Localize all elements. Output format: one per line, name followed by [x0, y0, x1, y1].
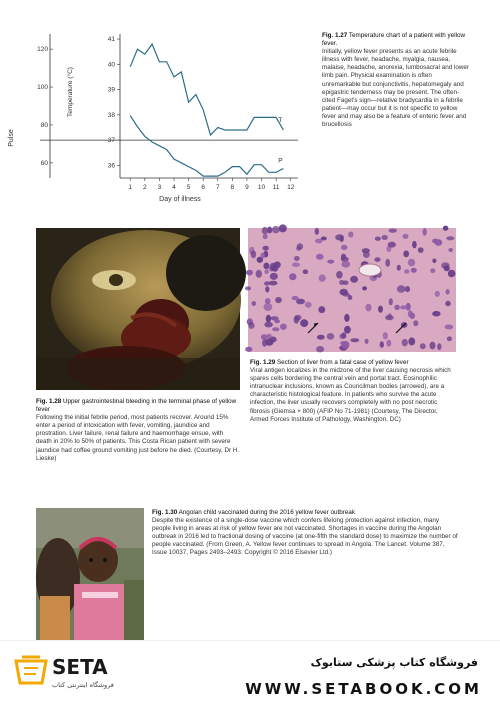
cell-nucleus — [294, 256, 300, 261]
store-footer-banner — [0, 640, 500, 701]
cell-nucleus — [412, 241, 417, 248]
cell-nucleus — [362, 286, 367, 290]
cell-nucleus — [292, 262, 300, 267]
series-line-p — [130, 116, 283, 177]
temperature-chart — [8, 30, 310, 210]
cell-nucleus — [408, 337, 415, 345]
pulse-tick-label: 120 — [37, 46, 48, 54]
x-tick-label: 1 — [128, 184, 133, 191]
cell-nucleus — [365, 304, 371, 312]
x-tick-label: 10 — [257, 184, 266, 191]
x-tick-label: 2 — [142, 184, 147, 191]
cell-nucleus — [265, 286, 269, 292]
figure-130-title: Angolan child vaccinated during the 2016 yellow fever outbreak — [178, 509, 356, 516]
store-name: فروشگاه کتاب پزشکی ستابوک — [310, 656, 478, 669]
cell-nucleus — [403, 251, 409, 258]
cell-nucleus — [445, 301, 451, 306]
cell-nucleus — [318, 306, 325, 313]
cell-nucleus — [316, 346, 324, 352]
x-tick-label: 9 — [245, 184, 249, 191]
figure-127-body: Initially, yellow fever presents as an acute febrile illness with fever, headache, myalgia, nausea, malaise, headache, anorexia, lumbosacral and lower limb pain. Physical examination is often unremarkable but conjunctivitis, hepatomegaly and epigastric tenderness may be present. The often-cited Faget's sign—relative bradycardia in a febrile patient—may occur but it is not specific to yellow fever and may also be a feature of enteric fever and brucellosis — [322, 48, 470, 129]
cell-nucleus — [389, 298, 393, 305]
figure-129-caption — [250, 359, 456, 424]
cell-nucleus — [341, 245, 347, 250]
cell-nucleus — [388, 242, 396, 248]
cell-nucleus — [267, 227, 272, 234]
cell-nucleus — [246, 270, 253, 276]
cell-nucleus — [269, 281, 278, 286]
cell-nucleus — [397, 285, 406, 293]
seta-logo-icon — [12, 653, 50, 689]
cell-nucleus — [300, 319, 308, 327]
cell-nucleus — [432, 311, 440, 317]
temperature-tick-label: 36 — [107, 162, 115, 170]
series-label-p: P — [278, 157, 283, 165]
cell-nucleus — [443, 226, 449, 231]
temperature-tick-label: 38 — [107, 111, 115, 119]
cell-nucleus — [344, 314, 349, 322]
x-tick-label: 6 — [201, 184, 205, 191]
cell-nucleus — [245, 286, 251, 290]
cell-nucleus — [245, 347, 252, 352]
cell-nucleus — [341, 254, 346, 260]
cell-nucleus — [342, 292, 349, 296]
cell-nucleus — [272, 327, 279, 331]
temperature-tick-label: 40 — [107, 61, 115, 69]
cell-nucleus — [437, 343, 441, 350]
cell-nucleus — [263, 234, 268, 239]
pulse-tick-label: 80 — [40, 121, 48, 129]
figure-130-body: Despite the existence of a single-dose vaccine which confers lifelong protection against infection, many people living in areas at risk of yellow fever are not vaccinated. Shortages in vaccine during the Angolan outbreak in 2016 led to fractional dosing of vaccine (at one-fifth the standard dose) to maximize the number of people vaccinated. (From Green, A. Yellow fever continues to spread in Angola. The Lancet. Volume 387, Issue 10037, Pages 2493–2493. Copyright © 2016 Elsevier Ltd.) — [152, 517, 458, 557]
pulse-tick-label: 100 — [37, 84, 48, 92]
cell-nucleus — [321, 237, 327, 241]
figure-127-title: Temperature chart of a patient with yellow fever. — [322, 32, 466, 48]
cell-nucleus — [441, 262, 449, 269]
cell-nucleus — [256, 270, 262, 278]
cell-nucleus — [319, 274, 326, 281]
figure-130-number: Fig. 1.30 — [152, 509, 178, 516]
cell-nucleus — [262, 227, 269, 234]
cell-nucleus — [408, 310, 413, 317]
cell-nucleus — [344, 326, 351, 334]
cell-nucleus — [446, 236, 454, 240]
temperature-tick-label: 41 — [107, 36, 115, 44]
x-tick-label: 12 — [287, 184, 295, 191]
cell-nucleus — [280, 324, 287, 330]
cell-nucleus — [264, 269, 268, 274]
cell-nucleus — [423, 228, 427, 236]
cell-nucleus — [385, 315, 394, 320]
cell-nucleus — [316, 254, 324, 260]
temperature-chart-svg — [8, 30, 310, 210]
cell-nucleus — [382, 235, 388, 240]
cell-nucleus — [386, 340, 391, 347]
cell-nucleus — [448, 270, 456, 278]
cell-nucleus — [260, 253, 265, 259]
cell-nucleus — [270, 273, 278, 280]
figure-128-title: Upper gastrointestinal bleeding in the terminal phase of yellow fever — [36, 398, 237, 414]
chart-x-label: Day of illness — [159, 196, 201, 203]
temperature-tick-label: 39 — [107, 86, 115, 94]
cell-nucleus — [305, 302, 312, 308]
cell-nucleus — [279, 224, 287, 232]
cell-nucleus — [446, 289, 450, 295]
cell-nucleus — [275, 297, 282, 303]
liver-histology-image — [248, 228, 456, 352]
cell-nucleus — [435, 239, 443, 246]
cell-nucleus — [263, 246, 269, 251]
cell-nucleus — [420, 343, 426, 349]
seta-logo-text: SETA — [52, 655, 108, 679]
cell-nucleus — [251, 251, 256, 259]
cell-nucleus — [348, 232, 353, 238]
vaccinated-child-image — [36, 508, 144, 640]
cell-nucleus — [404, 269, 409, 273]
x-tick-label: 4 — [172, 184, 176, 191]
figure-128-body: Following the initial febrile period, most patients recover. Around 15% enter a period of intoxication with fever, vomiting, jaundice and prostration. Liver failure, renal failure and haemorrhage ensue, with death in 20% to 50% of patients. This Costa Rican patient with severe jaundice had coffee ground vomiting just before he died. (Courtesy, Dr H. Lieske) — [36, 414, 240, 462]
figure-127-caption — [322, 32, 472, 129]
cell-nucleus — [378, 306, 383, 313]
cell-nucleus — [430, 342, 436, 350]
cell-nucleus — [264, 303, 273, 311]
cell-nucleus — [264, 322, 273, 328]
cell-nucleus — [350, 338, 359, 342]
pulse-tick-label: 60 — [40, 159, 48, 167]
chart-y-label-pulse: Pulse — [8, 129, 15, 147]
series-line-t — [130, 44, 283, 135]
cell-nucleus — [336, 271, 343, 279]
cell-nucleus — [432, 259, 436, 264]
x-tick-label: 3 — [157, 184, 162, 191]
figure-130-photo — [36, 508, 144, 640]
cell-nucleus — [289, 273, 296, 280]
cell-nucleus — [397, 265, 401, 271]
cell-nucleus — [365, 339, 369, 344]
x-tick-label: 8 — [230, 184, 235, 191]
cell-nucleus — [389, 229, 397, 233]
cell-nucleus — [272, 226, 280, 233]
cell-nucleus — [248, 322, 254, 329]
figure-129-body: Viral antigen localizes in the midzone of the liver causing necrosis which spares cells bordering the central vein and portal tract. Eosinophilic intranuclear inclusions, known as Councilman bodies (arrowed), are a characteristic histological feature. In patients who survive the acute infection, the liver usually recovers completely with no post necrotic fibrosis (Giemsa × 800) (AFIP No 71-1981) (Courtesy, The Director, Armed Forces Institute of Pathology, Washington, DC) — [250, 367, 451, 423]
cell-nucleus — [252, 301, 257, 306]
cell-nucleus — [327, 333, 335, 340]
cell-nucleus — [383, 332, 388, 339]
figure-127-number: Fig. 1.27 — [322, 32, 348, 39]
cell-nucleus — [296, 299, 305, 305]
cell-nucleus — [375, 237, 381, 241]
cell-nucleus — [350, 276, 358, 283]
cell-nucleus — [418, 247, 424, 253]
cell-nucleus — [403, 234, 409, 239]
figure-129-photo — [248, 228, 456, 352]
cell-nucleus — [448, 248, 453, 252]
cell-nucleus — [267, 334, 272, 339]
cell-nucleus — [430, 268, 435, 273]
cell-nucleus — [297, 243, 303, 250]
chart-y-label-temperature: Temperature (°C) — [67, 67, 74, 117]
store-url-link[interactable]: WWW.SETABOOK.COM — [245, 680, 482, 698]
seta-logo-subtitle: فروشگاه اینترنتی کتاب — [52, 681, 114, 689]
cell-nucleus — [402, 339, 408, 346]
cell-nucleus — [274, 319, 280, 323]
figure-130-caption — [152, 509, 458, 558]
cell-nucleus — [374, 257, 380, 262]
cell-nucleus — [342, 332, 347, 338]
cell-nucleus — [411, 268, 417, 273]
cell-nucleus — [343, 280, 349, 285]
jaundiced-patient-image — [36, 228, 240, 390]
cell-nucleus — [315, 228, 319, 235]
cell-nucleus — [394, 305, 399, 310]
cell-nucleus — [294, 315, 301, 321]
figure-129-number: Fig. 1.29 — [250, 359, 276, 366]
x-tick-label: 11 — [272, 184, 280, 191]
series-label-t: T — [278, 117, 283, 124]
figure-128-photo — [36, 228, 240, 390]
figure-129-title: Section of liver from a fatal case of yellow fever — [276, 359, 409, 366]
cell-nucleus — [317, 335, 325, 340]
cell-nucleus — [380, 341, 384, 348]
figure-128-number: Fig. 1.28 — [36, 398, 62, 405]
cell-nucleus — [264, 281, 270, 285]
cell-nucleus — [408, 259, 415, 267]
cell-nucleus — [335, 234, 344, 240]
cell-nucleus — [263, 263, 269, 270]
figure-128-caption — [36, 398, 240, 463]
cell-nucleus — [413, 320, 418, 326]
cell-nucleus — [266, 315, 271, 323]
cell-nucleus — [340, 341, 347, 345]
cell-nucleus — [385, 259, 390, 267]
cell-nucleus — [447, 336, 452, 341]
x-tick-label: 5 — [186, 184, 191, 191]
cell-nucleus — [303, 269, 309, 274]
cell-nucleus — [406, 303, 411, 311]
temperature-tick-label: 37 — [107, 137, 115, 145]
cell-nucleus — [341, 261, 350, 268]
cell-nucleus — [327, 260, 334, 264]
cell-nucleus — [435, 291, 440, 297]
cell-nucleus — [445, 325, 454, 330]
cell-nucleus — [274, 261, 281, 268]
cell-nucleus — [405, 286, 410, 292]
cell-nucleus — [265, 339, 273, 346]
x-tick-label: 7 — [215, 184, 220, 191]
cell-nucleus — [362, 248, 370, 253]
